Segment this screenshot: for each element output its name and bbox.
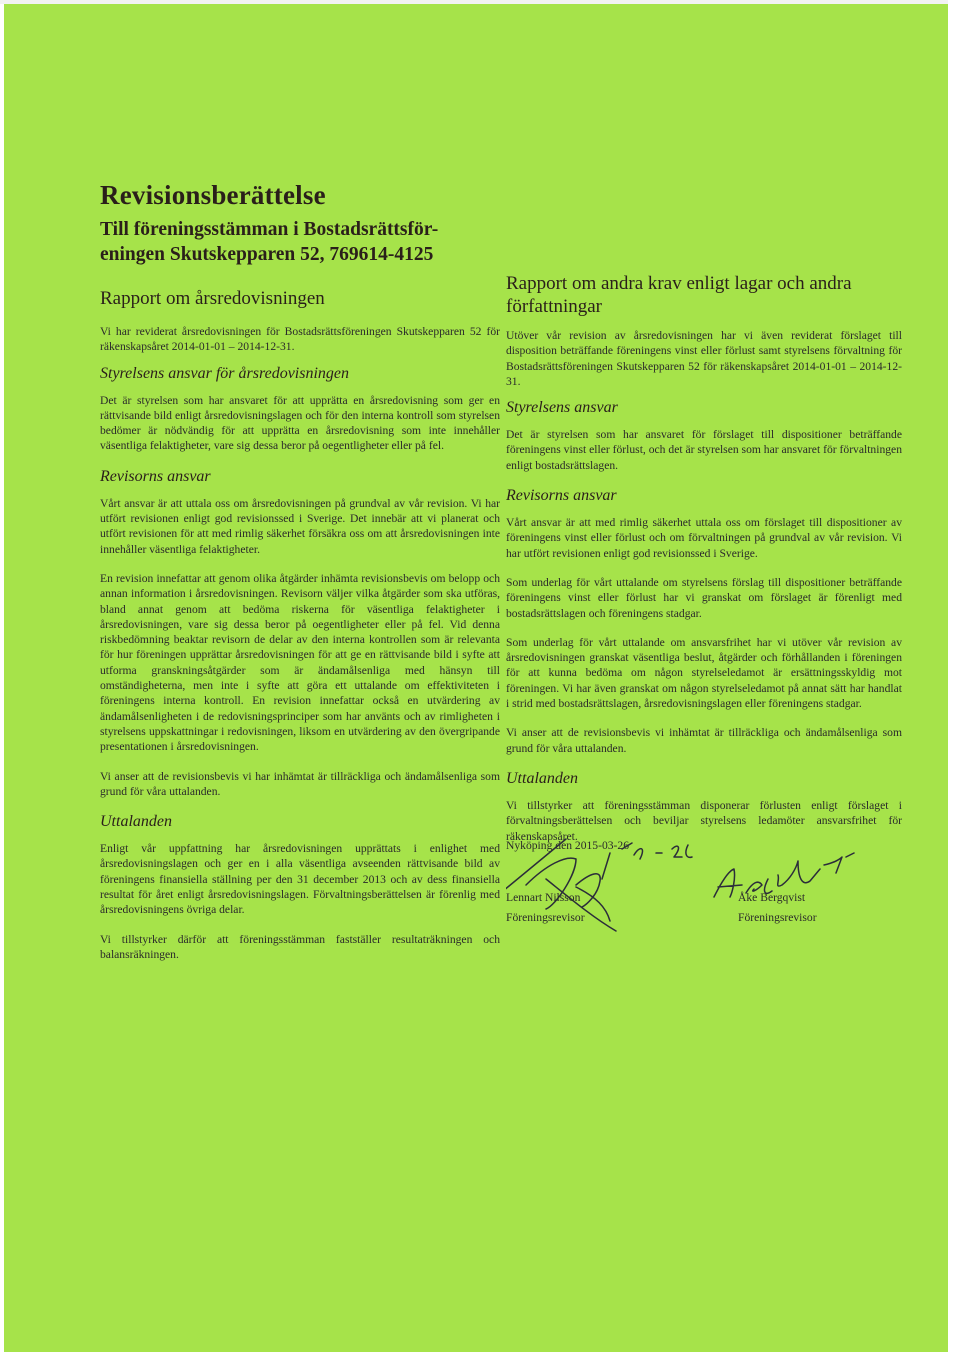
left-styrelsen-heading: Styrelsens ansvar för årsredovisningen — [100, 364, 350, 382]
document-subtitle — [100, 217, 500, 267]
right-revisorns-p3: Som underlag för vårt uttalande om ansvarsfrihet har vi utöver vår revision av årsredovisningen granskat väsentliga beslut, åtgärder och förhållanden i föreningen för att kunna bedöma om någon styrelseledamot är ersättningsskyldig mot föreningen. Vi har även granskat om någon styrelseledamot på annat sätt har handlat i strid med bostadsrättslagen, årsredovisningslagen eller föreningens stadgar. — [506, 635, 902, 711]
left-uttalanden-heading: Uttalanden — [100, 813, 172, 831]
signature-1-date-strokes — [622, 843, 692, 859]
left-revisorns-p1: Vårt ansvar är att uttala oss om årsredovisningen på grundval av vår revision. Vi har utfört revisionen enligt god revisionssed i Sverige. Det innebär att vi planerat och utfört revisionen för att med rimlig säkerhet försäkra oss om att årsredovisningen inte innehåller väsentliga felaktigheter. — [100, 496, 500, 556]
right-revisorns-p1: Vårt ansvar är att med rimlig säkerhet uttala oss om förslaget till dispositioner av föreningens vinst eller förlust och om förvaltningen på grundval av vår revision. Vi har utfört revisionen enligt god revisionssed i Sverige. — [506, 516, 902, 560]
left-revisorns-p2: En revision innefattar att genom olika åtgärder inhämta revisionsbevis om belopp och annan information i årsredovisningen. Revisorn väljer vilka åtgärder som ska utföras, bland annat genom att bedöma riskerna för väsentliga felaktigheter i årsredovisningen, vare sig dessa beror på oegentligheter eller på fel. Vid denna riskbedömning beaktar revisorn de delar av den interna kontrollen som är relevanta för hur föreningen upprättar årsredovisningen för att ge en rättvisande bild i syfte att utforma granskningsåtgärder som är ändamålsenliga med hänsyn till omständigheterna, men inte i syfte att göra ett uttalande om effektiviteten i föreningens interna kontroll. En revision innefattar också en utvärdering av ändamålsenligheten i de redovisningsprinciper som har använts och av rimligheten i styrelsens uppskattningar i redovisningen, liksom en utvärdering av den övergripande presentationen i årsredovisningen. — [100, 571, 500, 754]
left-revisorns-heading: Revisorns ansvar — [100, 467, 211, 485]
place-date: Nyköping den 2015-03-26 — [506, 839, 630, 852]
left-intro-text: Vi har reviderat årsredovisningen för Bostadsrättsföreningen Skutskepparen 52 för räkenskapsåret 2014-01-01 – 2014-12-31. — [100, 325, 500, 354]
right-rapport-heading: Rapport om andra krav enligt lagar och andra författningar — [506, 273, 852, 317]
left-rapport-heading: Rapport om årsredovisningen — [100, 288, 325, 309]
right-column — [506, 272, 902, 844]
signer-1-name: Lennart Nilsson — [506, 891, 581, 904]
right-intro-text: Utöver vår revision av årsredovisningen har vi även reviderat förslaget till disposition beträffande föreningens vinst eller förlust samt styrelsens förvaltning för Bostadsrättsföreningen Skutskepparen 52 för räkenskapsåret 2014-01-01 – 2014-12-31. — [506, 329, 902, 388]
signer-1-role: Föreningsrevisor — [506, 911, 585, 924]
left-uttalanden-p2: Vi tillstyrker därför att föreningsstämman fastställer resultaträkningen och balansräkningen. — [100, 932, 500, 961]
left-styrelsen-text: Det är styrelsen som har ansvaret för att upprätta en årsredovisning som ger en rättvisande bild enligt årsredovisningslagen och för den interna kontroll som styrelsen bedömer är nödvändig för att upprätta en årsredovisning som inte innehåller väsentliga felaktigheter, vare sig dessa beror på oegentligheter eller på fel. — [100, 393, 500, 453]
subtitle-line-2: eningen Skutskepparen 52, 769614-4125 — [100, 244, 434, 265]
right-uttalanden-heading: Uttalanden — [506, 769, 578, 787]
right-revisorns-heading: Revisorns ansvar — [506, 487, 617, 505]
right-styrelsen-text: Det är styrelsen som har ansvaret för förslaget till dispositioner beträffande föreningens vinst eller förlust, och det är styrelsen som har ansvaret för förvaltningen enligt bostadsrättslagen. — [506, 428, 902, 472]
right-uttalanden-p1: Vi tillstyrker att föreningsstämman disponerar förlusten enligt förslaget i förvaltningsberättelsen och beviljar styrelsens ledamöter ansvarsfrihet för räkenskapsåret. — [506, 798, 902, 843]
signer-2-role: Föreningsrevisor — [738, 911, 817, 924]
right-revisorns-p4: Vi anser att de revisionsbevis vi inhämtat är tillräckliga och ändamålsenliga som grund för våra uttalanden. — [506, 726, 902, 755]
scan-edge-right — [948, 0, 960, 1358]
left-revisorns-p3: Vi anser att de revisionsbevis vi har inhämtat är tillräckliga och ändamålsenliga som grund för våra uttalanden. — [100, 769, 500, 798]
right-styrelsen-heading: Styrelsens ansvar — [506, 399, 618, 417]
signer-2-name: Åke Bergqvist — [738, 891, 806, 904]
document-title: Revisionsberättelse — [100, 180, 326, 210]
handwritten-signatures — [506, 835, 926, 945]
left-column — [100, 180, 500, 962]
right-revisorns-p2: Som underlag för vårt uttalande om styrelsens förslag till dispositioner beträffande föreningens vinst eller förlust har vi granskat om förslaget är förenligt med bostadsrättslagen och föreningens stadgar. — [506, 575, 902, 620]
subtitle-line-1: Till föreningsstämman i Bostadsrättsför- — [100, 219, 439, 240]
left-uttalanden-p1: Enligt vår uppfattning har årsredovisningen upprättats i enlighet med årsredovisningslagen och ger en i alla väsentliga avseenden rättvisande bild av föreningens finansiella ställning per den 31 december 2013 och av dess finansiella resultat för året enligt årsredovisningslagen. Förvaltningsberättelsen är förenlig med årsredovisningens övriga delar. — [100, 842, 500, 917]
signature-block — [506, 835, 926, 945]
